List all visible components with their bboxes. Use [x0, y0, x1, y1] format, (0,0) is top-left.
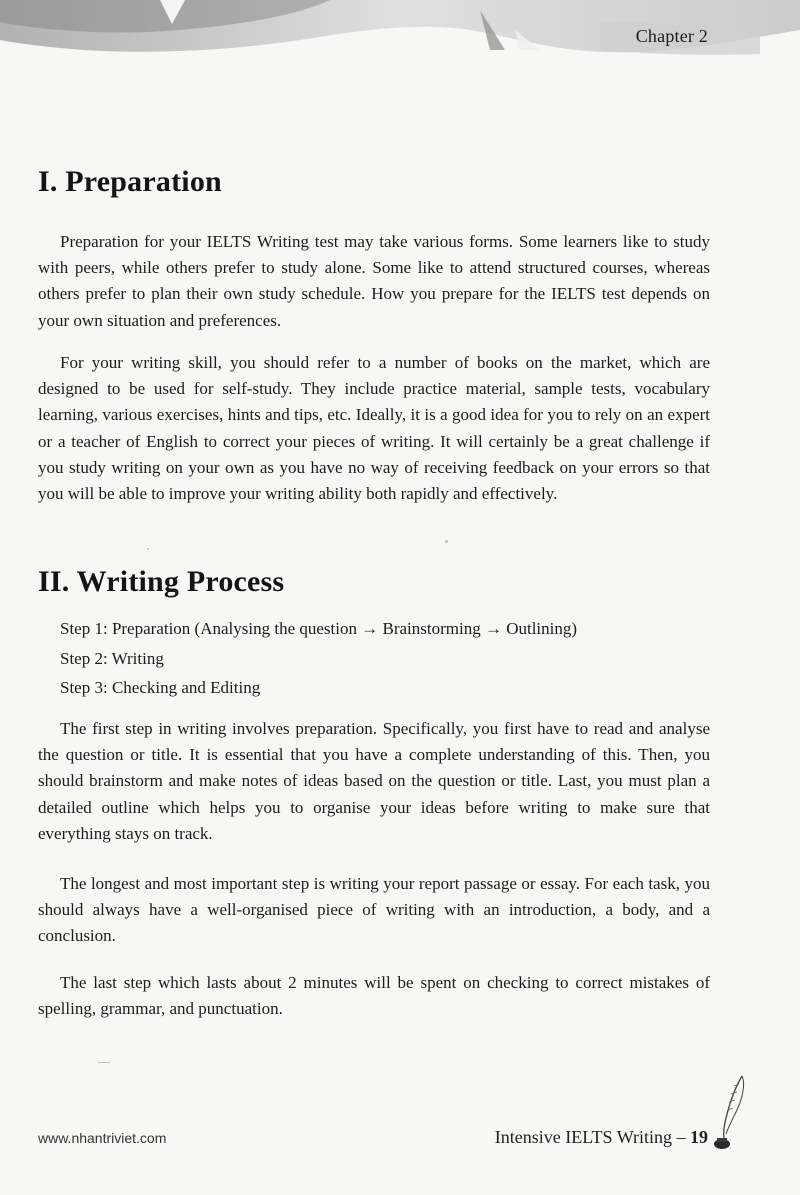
section-title-preparation: I. Preparation [38, 165, 222, 198]
section-title-writing-process: II. Writing Process [38, 565, 285, 598]
paragraph: The longest and most important step is writing your report passage or essay. For each task, you should always have a well-organised piece of writing with an introduction, a body, and a conclusion. [38, 874, 710, 946]
book-title: Intensive IELTS Writing – [494, 1127, 686, 1147]
step-item: Step 2: Writing [60, 648, 164, 668]
quill-inkwell-icon [712, 1072, 750, 1152]
header-decoration [0, 0, 800, 70]
steps-list [60, 614, 577, 703]
paragraph: The first step in writing involves preparation. Specifically, you first have to read and analyse the question or title. It is essential that you have a complete understanding of this. Then, you should brainstorm and make notes of ideas based on the question or title. Last, you must plan a detailed outline which helps you to organise your ideas before writing to make sure that everything stays on track. [38, 719, 710, 843]
paragraph: The last step which lasts about 2 minutes will be spent on checking to correct mistakes of spelling, grammar, and punctuation. [38, 973, 710, 1019]
footer-book-title [495, 1127, 708, 1148]
step-item: Step 1: Preparation (Analysing the question → Brainstorming → Outlining) [60, 619, 578, 638]
page-number: 19 [690, 1127, 708, 1147]
paragraph: Preparation for your IELTS Writing test may take various forms. Some learners like to study with peers, while others prefer to study alone. Some like to attend structured courses, whereas others prefer to plan their own study schedule. How you prepare for the IELTS test depends on your own situation and preferences. [38, 232, 710, 330]
paper-speck [98, 1062, 110, 1063]
chapter-label: Chapter 2 [635, 26, 708, 46]
paper-speck [147, 548, 149, 550]
paper-speck [445, 540, 448, 543]
footer-website: www.nhantriviet.com [38, 1130, 167, 1146]
step-item: Step 3: Checking and Editing [60, 678, 261, 697]
paragraph: For your writing skill, you should refer to a number of books on the market, which are designed to be used for self-study. They include practice material, sample tests, vocabulary learning, various exercises, hints and tips, etc. Ideally, it is a good idea for you to rely on an expert or a teacher of English to correct your pieces of writing. It will certainly be a great challenge if you study writing on your own as you have no way of receiving feedback on your errors so that you will be able to improve your writing ability both rapidly and effectively. [38, 353, 710, 504]
